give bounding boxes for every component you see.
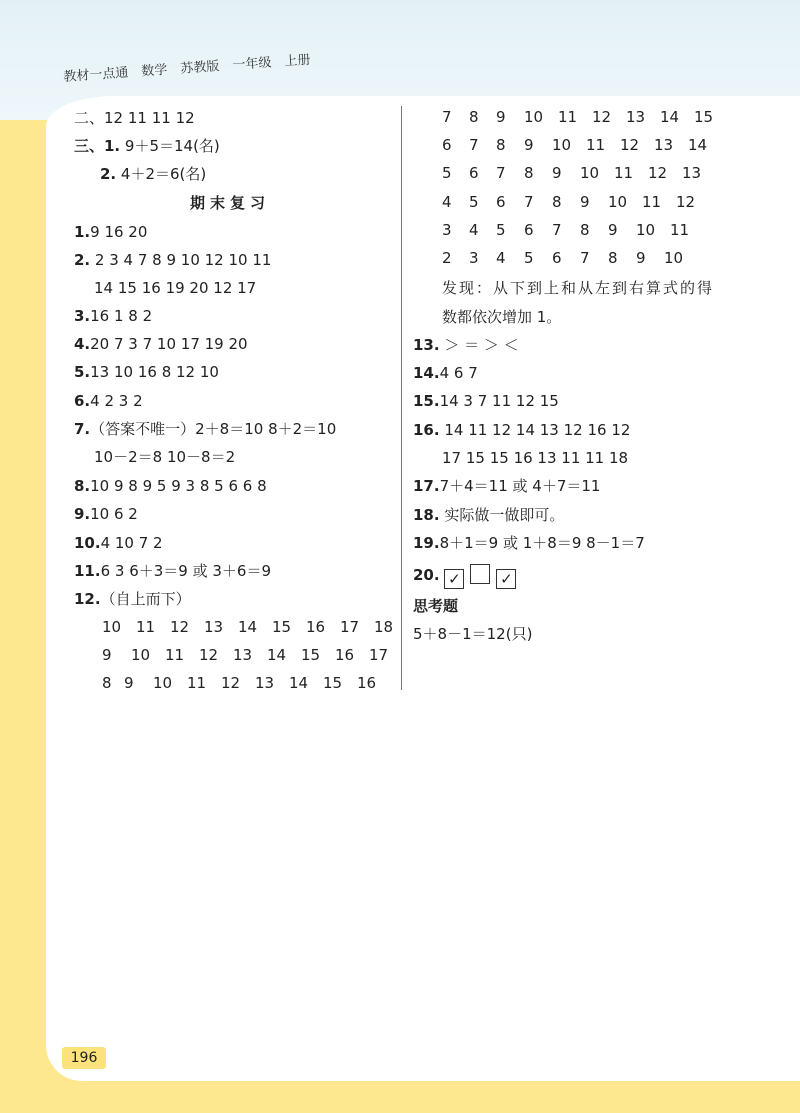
think-title: 思考题 <box>413 597 459 615</box>
answer-line: 8.10 9 8 9 5 9 3 8 5 6 6 8 <box>74 477 267 495</box>
answer-line: 18. 实际做一做即可。 <box>413 506 565 524</box>
answer-line: 6.4 2 3 2 <box>74 392 143 410</box>
answer-line: 17.7＋4＝11 或 4＋7＝11 <box>413 477 601 495</box>
header-subject: 数学 <box>140 62 168 80</box>
number-grid-row: 3 4 5 6 7 8 9 10 11 <box>442 221 690 239</box>
number-grid-row: 4 5 6 7 8 9 10 11 12 <box>442 193 696 211</box>
answer-line: 14 15 16 19 20 12 17 <box>94 279 257 297</box>
header-grade: 一年级 <box>232 55 272 74</box>
answer-line: 二、12 11 11 12 <box>74 109 195 127</box>
answer-line: 11.6 3 6＋3＝9 或 3＋6＝9 <box>74 562 271 580</box>
answer-line: 12.（自上而下） <box>74 590 191 608</box>
think-answer: 5＋8－1＝12(只) <box>413 625 533 643</box>
answer-line: 17 15 15 16 13 11 11 18 <box>442 449 629 467</box>
answer-line: 3.16 1 8 2 <box>74 307 153 325</box>
answer-line: 13. ＞ ＝ ＞ ＜ <box>413 336 519 354</box>
answer-line: 15.14 3 7 11 12 15 <box>413 392 559 410</box>
header-edition: 苏教版 <box>179 59 220 77</box>
answer-line: 10.4 10 7 2 <box>74 534 163 552</box>
number-grid-row: 2 3 4 5 6 7 8 9 10 <box>442 249 684 267</box>
answer-line: 20. ✓ ✓ <box>413 564 522 589</box>
header-book: 教材一点通 <box>62 65 129 85</box>
page-number: 196 <box>62 1047 106 1069</box>
number-grid-row: 10 11 12 13 14 15 16 17 18 <box>102 618 394 636</box>
checkbox-checked: ✓ <box>444 569 464 589</box>
answer-line: 14.4 6 7 <box>413 364 478 382</box>
finding-line: 数都依次增加 1。 <box>442 308 562 326</box>
header-volume: 上册 <box>284 52 312 70</box>
answer-line: 7.（答案不唯一）2＋8＝10 8＋2＝10 <box>74 420 337 438</box>
finding-line: 发现：从下到上和从左到右算式的得 <box>442 279 715 297</box>
checkbox-checked: ✓ <box>496 569 516 589</box>
number-grid-row: 9 10 11 12 13 14 15 16 17 <box>102 646 389 664</box>
answer-line: 16. 14 11 12 14 13 12 16 12 <box>413 421 631 439</box>
answer-line: 9.10 6 2 <box>74 505 138 523</box>
answer-line: 2. 2 3 4 7 8 9 10 12 10 11 <box>74 251 272 269</box>
answer-line: 5.13 10 16 8 12 10 <box>74 363 219 381</box>
column-divider <box>401 106 402 690</box>
answer-line: 2. 4＋2＝6(名) <box>100 165 207 183</box>
answer-line: 19.8＋1＝9 或 1＋8＝9 8－1＝7 <box>413 534 645 552</box>
number-grid-row: 7 8 9 10 11 12 13 14 15 <box>442 108 714 126</box>
answer-line: 4.20 7 3 7 10 17 19 20 <box>74 335 248 353</box>
answer-line: 三、1. 9＋5＝14(名) <box>74 137 220 155</box>
section-heading: 期末复习 <box>190 194 271 212</box>
answer-line: 10－2＝8 10－8＝2 <box>94 448 236 466</box>
number-grid-row: 6 7 8 9 10 11 12 13 14 <box>442 136 708 154</box>
number-grid-row: 8 9 10 11 12 13 14 15 16 <box>102 674 377 692</box>
number-grid-row: 5 6 7 8 9 10 11 12 13 <box>442 164 702 182</box>
checkbox-empty <box>470 564 490 584</box>
answer-line: 1.9 16 20 <box>74 223 148 241</box>
